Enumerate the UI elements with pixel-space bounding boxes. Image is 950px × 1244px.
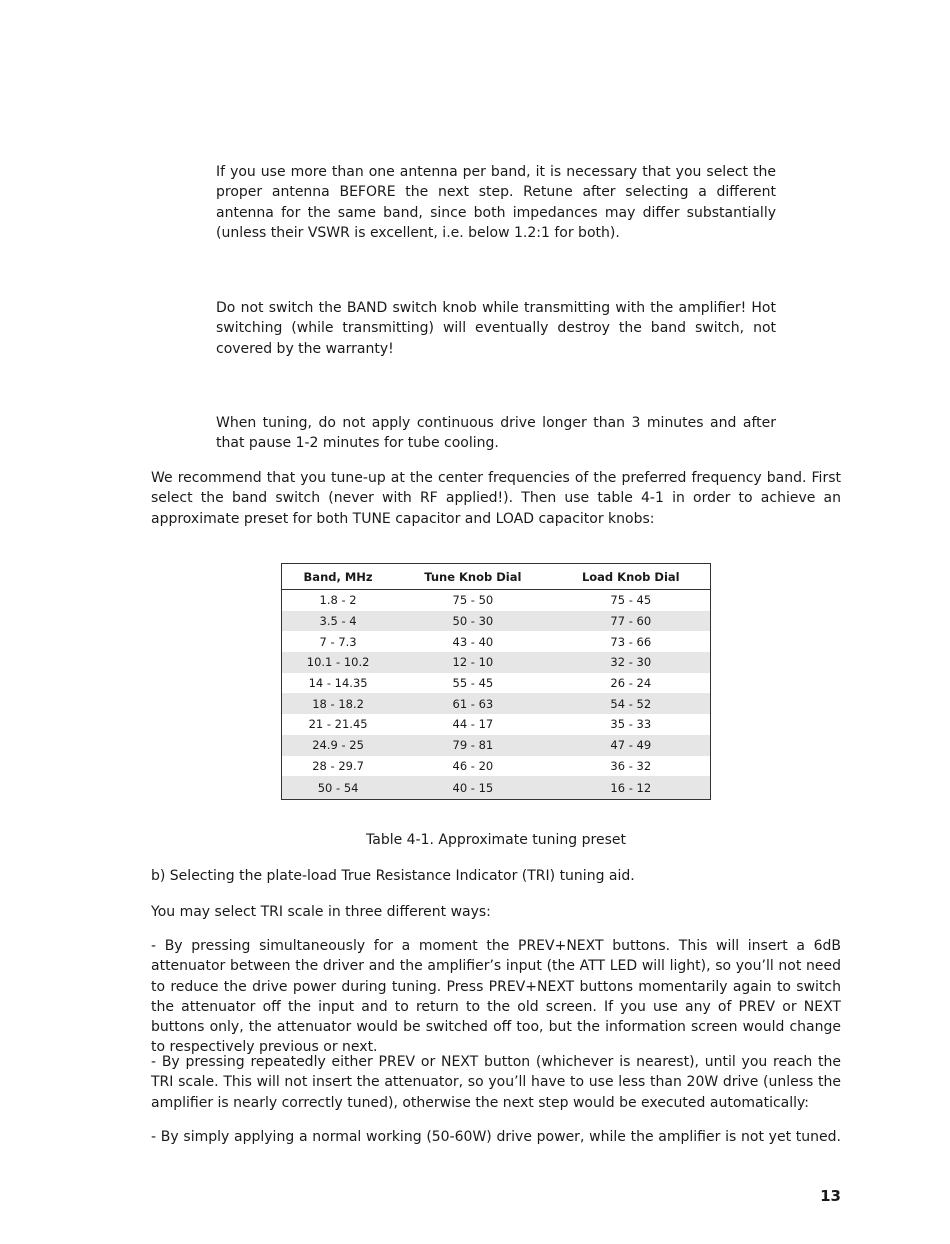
intro-paragraph: We recommend that you tune-up at the center frequencies of the preferred frequency band. First select the band switch (never with RF applied!). Then use table 4-1 in order to achieve an approximate preset for both TUNE capacitor and LOAD capacitor knobs: xyxy=(151,470,841,527)
cell-load: 54 - 52 xyxy=(552,693,711,714)
cell-tune: 50 - 30 xyxy=(394,611,551,632)
table-row xyxy=(282,590,711,611)
cell-load: 35 - 33 xyxy=(610,717,652,732)
table-row xyxy=(282,714,711,735)
cell-load: 16 - 12 xyxy=(552,776,711,800)
cell-tune: 75 - 50 xyxy=(452,593,494,608)
cell-band: 10.1 - 10.2 xyxy=(282,652,395,673)
cell-band: 3.5 - 4 xyxy=(282,611,395,632)
table-row xyxy=(282,673,711,694)
page-number: 13 xyxy=(820,1187,841,1205)
header-load: Load Knob Dial xyxy=(552,564,711,590)
ways-intro: You may select TRI scale in three different ways: xyxy=(151,904,491,920)
tuning-preset-table xyxy=(281,563,711,800)
cell-tune: 55 - 45 xyxy=(452,676,494,691)
table-row xyxy=(282,776,711,800)
cell-band: 24.9 - 25 xyxy=(282,735,395,756)
table-row xyxy=(282,631,711,652)
header-band: Band, MHz xyxy=(282,564,395,590)
cell-load: 26 - 24 xyxy=(610,676,652,691)
note-antenna: If you use more than one antenna per band, it is necessary that you select the proper antenna BEFORE the next step. Retune after selecting a different antenna for the same band, since both impedances may differ substantially (unless their VSWR is excellent, i.e. below 1.2:1 for both). xyxy=(216,164,776,241)
table-header-row xyxy=(282,564,711,590)
cell-band: 28 - 29.7 xyxy=(312,758,364,773)
table-row xyxy=(282,652,711,673)
cell-tune: 46 - 20 xyxy=(452,758,494,773)
cell-band: 7 - 7.3 xyxy=(319,634,357,649)
cell-load: 36 - 32 xyxy=(610,758,652,773)
header-tune: Tune Knob Dial xyxy=(394,564,551,590)
cell-tune: 12 - 10 xyxy=(394,652,551,673)
cell-tune: 44 - 17 xyxy=(452,717,494,732)
cell-load: 77 - 60 xyxy=(552,611,711,632)
table-caption: Table 4-1. Approximate tuning preset xyxy=(366,832,626,848)
note-band-switch: Do not switch the BAND switch knob while transmitting with the amplifier! Hot switching (while transmitting) will eventually destroy the band switch, not covered by the warranty! xyxy=(216,300,776,357)
table-row xyxy=(282,735,711,756)
cell-tune: 43 - 40 xyxy=(452,634,494,649)
way-1-paragraph: - By pressing simultaneously for a moment the PREV+NEXT buttons. This will insert a 6dB attenuator between the driver and the amplifier’s input (the ATT LED will light), so you’ll not need to reduce the drive power during tuning. Press PREV+NEXT buttons momentarily again to switch the attenuator off the input and to return to the old screen. If you use any of PREV or NEXT buttons only, the attenuator would be switched off too, but the information screen would change to respectively previous or next. xyxy=(151,938,841,1056)
cell-band: 18 - 18.2 xyxy=(282,693,395,714)
cell-tune: 61 - 63 xyxy=(394,693,551,714)
note-tuning-time: When tuning, do not apply continuous drive longer than 3 minutes and after that pause 1-2 minutes for tube cooling. xyxy=(216,415,776,452)
cell-band: 1.8 - 2 xyxy=(319,593,357,608)
cell-load: 75 - 45 xyxy=(610,593,652,608)
cell-tune: 40 - 15 xyxy=(394,776,551,800)
table-row xyxy=(282,611,711,632)
table-row xyxy=(282,756,711,777)
cell-band: 14 - 14.35 xyxy=(308,676,368,691)
cell-band: 21 - 21.45 xyxy=(308,717,368,732)
cell-load: 73 - 66 xyxy=(610,634,652,649)
table-row xyxy=(282,693,711,714)
way-3-paragraph: - By simply applying a normal working (50-60W) drive power, while the amplifier is not yet tuned. xyxy=(151,1129,841,1145)
cell-load: 47 - 49 xyxy=(552,735,711,756)
cell-tune: 79 - 81 xyxy=(394,735,551,756)
way-2-paragraph: - By pressing repeatedly either PREV or NEXT button (whichever is nearest), until you reach the TRI scale. This will not insert the attenuator, so you’ll have to use less than 20W drive (unless the amplifier is nearly correctly tuned), otherwise the next step would be executed automatically: xyxy=(151,1054,841,1111)
cell-band: 50 - 54 xyxy=(282,776,395,800)
cell-load: 32 - 30 xyxy=(552,652,711,673)
section-b-heading: b) Selecting the plate-load True Resistance Indicator (TRI) tuning aid. xyxy=(151,868,635,884)
